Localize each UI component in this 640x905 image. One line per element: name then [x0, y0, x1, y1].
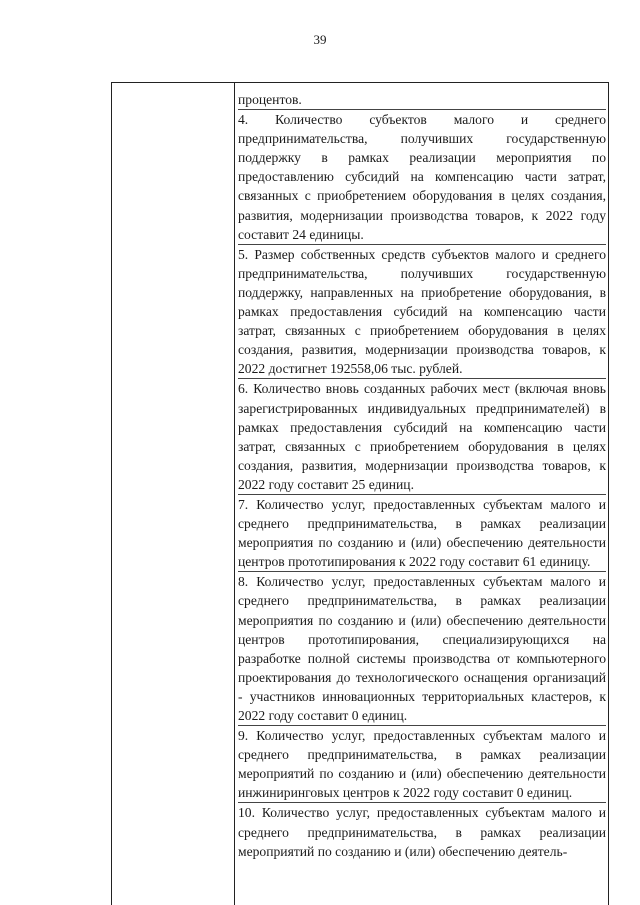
paragraph-item-10: 10. Количество услуг, предоставленных субъектам малого и среднего предпринимательства, в рамках реализации мероприятий по созданию и (или) обеспечению деятель- — [238, 805, 606, 859]
paragraph-item-9: 9. Количество услуг, предоставленных субъектам малого и среднего предпринимательства, в рамках реализации мероприятий по созданию и (или) обеспечению деятельности инжиниринговых центров к 2022 году составит 0 единиц. — [238, 726, 606, 803]
column-divider — [234, 83, 235, 905]
paragraph-item-8: 8. Количество услуг, предоставленных субъектам малого и среднего предпринимательства, в рамках реализации мероприятия по созданию и (или) обеспечению деятельности центров прототипирования, специализирующихся на разработке полной системы производства от компьютерного проектирования до технологического оснащения организаций - участников инновационных территориальных кластеров, к 2022 году составит 0 единиц. — [238, 572, 606, 726]
paragraph-item-7: 7. Количество услуг, предоставленных субъектам малого и среднего предпринимательства, в рамках реализации мероприятия по созданию и (или) обеспечению деятельности центров прототипирования к 2022 году составит 61 единицу. — [238, 495, 606, 572]
document-table — [111, 82, 609, 905]
page-number: 39 — [313, 32, 327, 47]
paragraph-item-6: 6. Количество вновь созданных рабочих мест (включая вновь зарегистрированных индивидуальных предпринимателей) в рамках предоставления субсидий на компенсацию части затрат, связанных с приобретением оборудования в целях создания, развития, модернизации производства товаров, к 2022 году составит 25 единиц. — [238, 379, 606, 495]
paragraph-item-5: 5. Размер собственных средств субъектов малого и среднего предпринимательства, получивших государственную поддержку, направленных на приобретение оборудования, в рамках предоставления субсидий на компенсацию части затрат, связанных с приобретением оборудования в целях создания, развития, модернизации производства товаров, к 2022 достигнет 192558,06 тыс. рублей. — [238, 245, 606, 380]
table-cell-description — [238, 90, 606, 861]
paragraph-percent-end: процентов. — [238, 90, 606, 110]
paragraph-item-4: 4. Количество субъектов малого и среднего предпринимательства, получивших государственную поддержку в рамках реализации мероприятия по предоставлению субсидий на компенсацию части затрат, связанных с приобретением оборудования в целях создания, развития, модернизации производства товаров, к 2022 году составит 24 единицы. — [238, 110, 606, 245]
